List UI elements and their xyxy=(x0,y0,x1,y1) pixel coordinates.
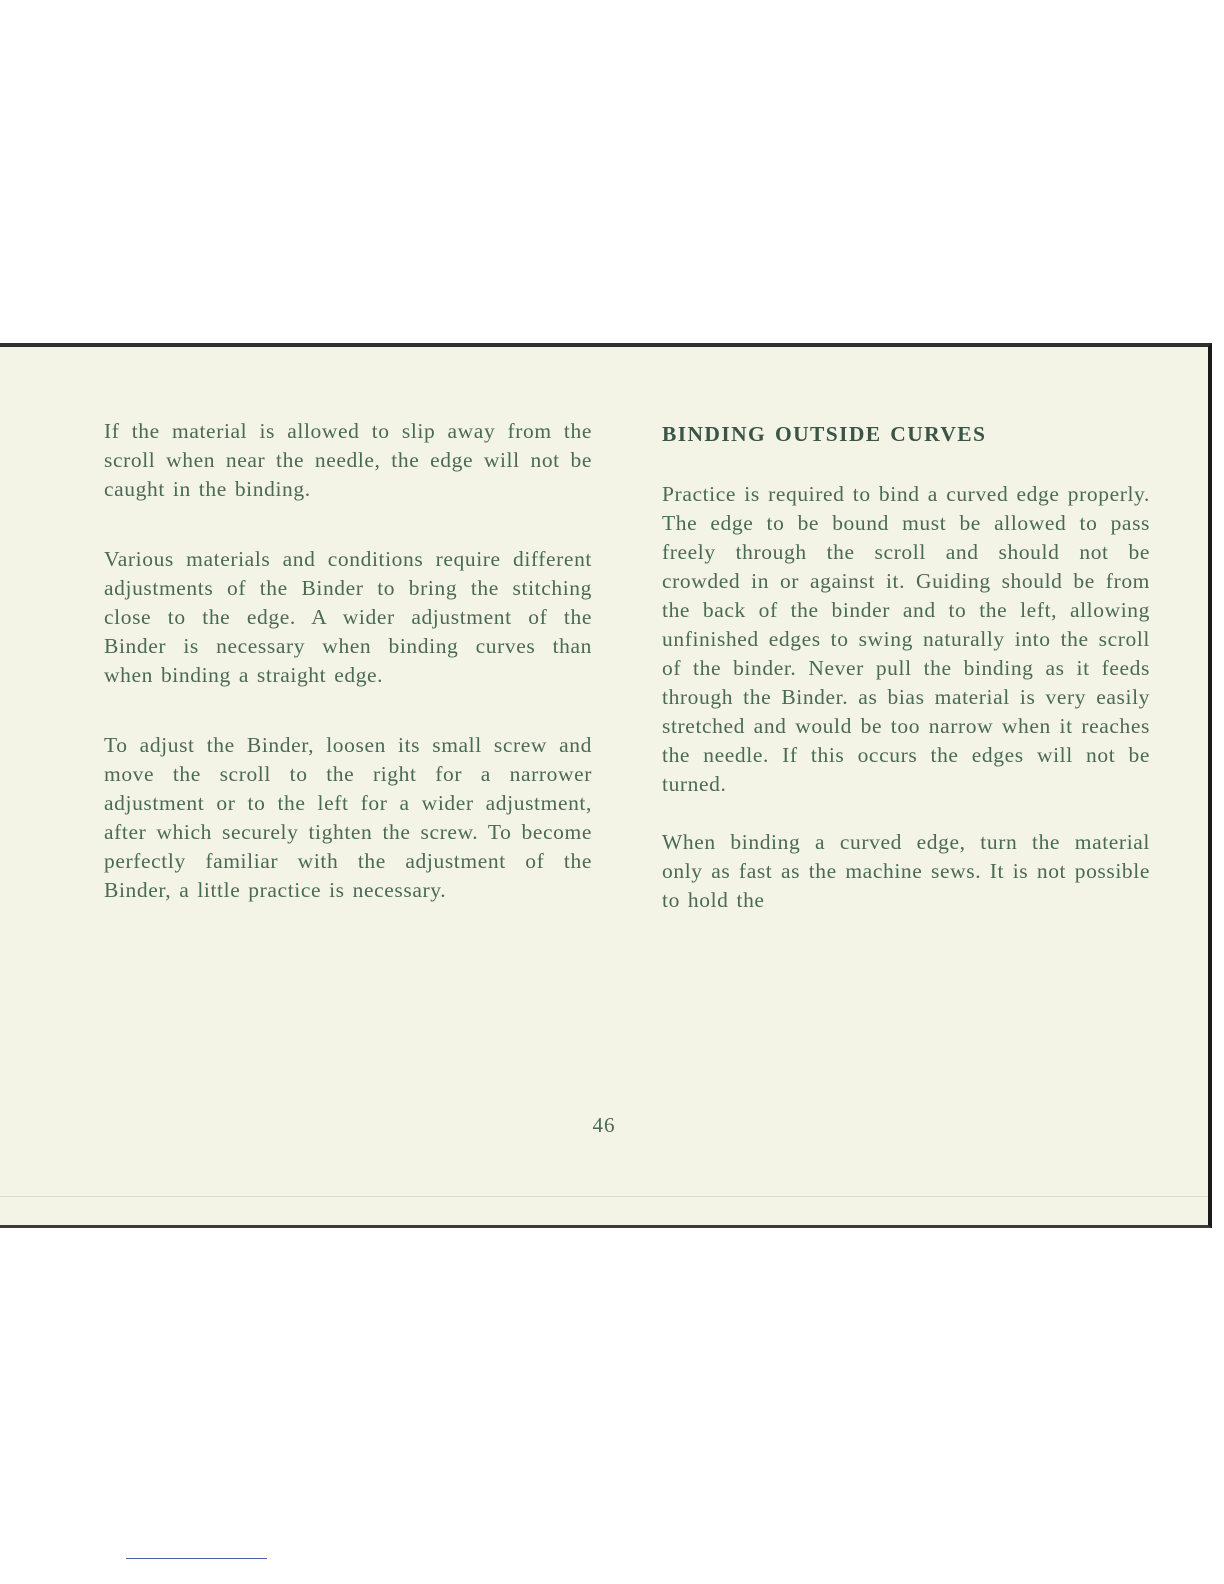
paragraph-slip-away: If the material is allowed to slip away from the scroll when near the needle, the edge will not be caught in the binding. xyxy=(104,419,592,501)
paragraph-curved-edge: When binding a curved edge, turn the material only as fast as the machine sews. It is not possible to hold the xyxy=(662,830,1150,912)
footnote-rule xyxy=(126,1558,267,1559)
paragraph-practice: Practice is required to bind a curved edge properly. The edge to be bound must be allowed to pass freely through the scroll and should not be crowded in or against it. Guiding should be from the back of the binder and to the left, allowing unfinished edges to swing naturally into the scroll of the binder. Never pull the binding as it feeds through the Binder. as bias material is very easily stretched and would be too narrow when it reaches the needle. If this occurs the edges will not be turned. xyxy=(662,482,1150,796)
right-column xyxy=(662,417,1150,944)
paragraph-adjust-binder: To adjust the Binder, loosen its small screw and move the scroll to the right for a narrower adjustment or to the left for a wider adjustment, after which securely tighten the screw. To become perfectly familiar with the adjustment of the Binder, a little practice is necessary. xyxy=(104,733,592,902)
left-column xyxy=(104,417,592,934)
scanned-manual-page xyxy=(0,343,1212,1228)
section-heading: BINDING OUTSIDE CURVES xyxy=(662,422,987,446)
paragraph-adjustments: Various materials and conditions require different adjustments of the Binder to bring the stitching close to the edge. A wider adjustment of the Binder is necessary when binding curves than when binding a straight edge. xyxy=(104,547,592,687)
page-number: 46 xyxy=(592,1113,616,1137)
